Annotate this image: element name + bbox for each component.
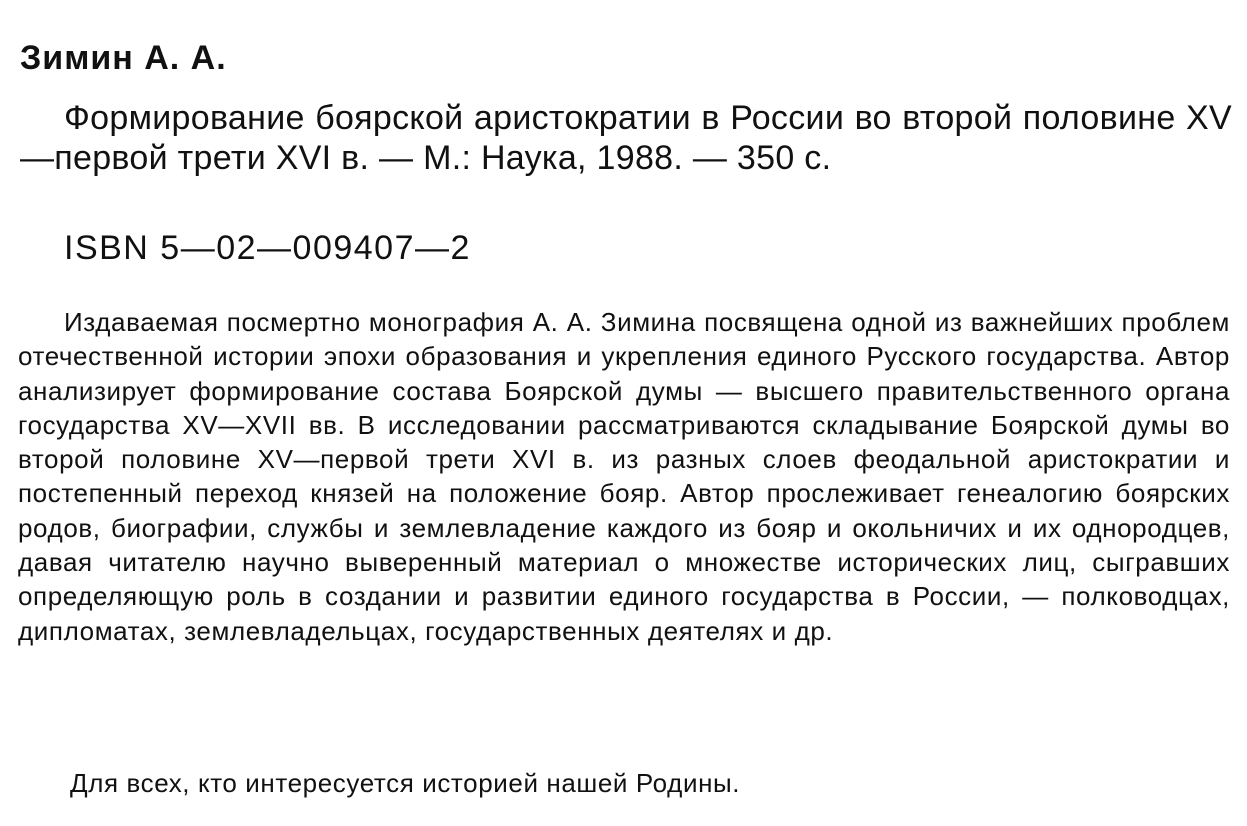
author-name: Зимин А. А. (20, 39, 227, 77)
bibliographic-description: Формирование боярской аристократии в России во второй половине XV—первой трети XVI в. — М.: Наука, 1988. — 350 с. (20, 99, 1232, 177)
audience-note: Для всех, кто интересуется историей нашей Родины. (70, 768, 741, 798)
isbn-number: ISBN 5—02—009407—2 (64, 229, 471, 267)
annotation-paragraph: Издаваемая посмертно монография А. А. Зимина посвящена одной из важнейших проблем отечественной истории эпохи образования и укрепления единого Русского государства. Автор анализирует формирование состава Боярской думы — высшего правительственного органа государства XV—XVII вв. В исследовании рассматриваются складывание Боярской думы во второй половине XV—первой трети XVI в. из разных слоев феодальной аристократии и постепенный переход князей на положение бояр. Автор прослеживает генеалогию боярских родов, биографии, службы и землевладение каждого из бояр и окольничих и их однородцев, давая читателю научно выверенный материал о множестве исторических лиц, сыгравших определяющую роль в создании и развитии единого государства в России, — полководцах, дипломатах, землевладельцах, государственных деятелях и др. (18, 307, 1230, 646)
